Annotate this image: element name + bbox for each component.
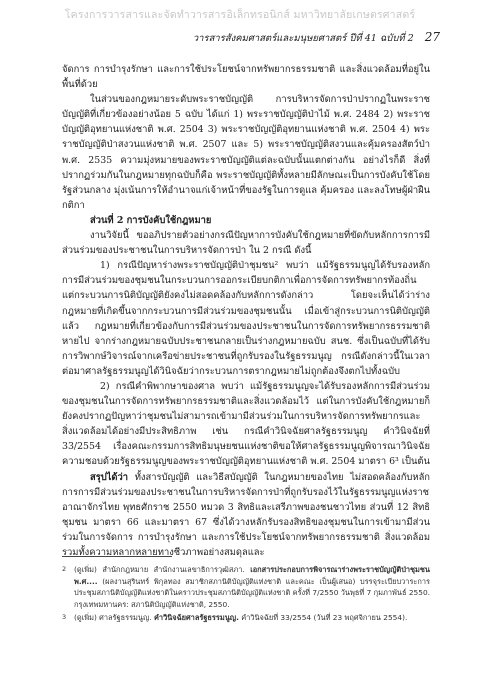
- footnote-details: (ผลงานสุรินทร์ พิกุลทอง สมาชิกสภานิติบัญญัติแห่งชาติ และคณะ เป็นผู้เสนอ) บรรจุระเบียบวาระการประชุมสภานิติบัญญัติแห่งชาติในคราวประชุมสภานิติบัญญัติแห่งชาติ ครั้งที่ 7/2550 วันพุธที่ 7 กุมภาพันธ์ 2550. กรุงเทพมหานคร: สภานิติบัญญัติแห่งชาติ, 2550.: [74, 576, 430, 609]
- footnote-prefix: (ดูเพิ่ม) สำนักกฎหมาย สำนักงานเลขาธิการวุฒิสภา.: [74, 565, 251, 574]
- footnote-details: คำวินิจฉัยที่ 33/2554 (วันที่ 23 พฤศจิกายน 2554).: [238, 613, 408, 623]
- footnote-2: [62, 564, 430, 610]
- footnote-title: เอกสารประกอบการพิจารณาร่างพระราชบัญญัติป่าชุมชน พ.ศ....: [74, 565, 430, 586]
- footnote-3: [62, 612, 430, 624]
- paragraph-3: งานวิจัยนี้ ขออภิปรายตัวอย่างกรณีปัญหาการบังคับใช้กฎหมายที่ขัดกับหลักการการมีส่วนร่วมของประชาชนในการบริหารจัดการป่า ใน 2 กรณี ดังนี้: [62, 230, 430, 257]
- footnote-title: คำวินิจฉัยศาลรัฐธรรมนูญ.: [153, 613, 239, 623]
- paragraph-2: ในส่วนของกฎหมายระดับพระราชบัญญัติ การบริหารจัดการป่าปรากฏในพระราชบัญญัติที่เกี่ยวข้องอย่างน้อย 5 ฉบับ ได้แก่ 1) พระราชบัญญัติป่าไม้ พ.ศ. 2484 2) พระราชบัญญัติอุทยานแห่งชาติ พ.ศ. 2504 3) พระราชบัญญัติอุทยานแห่งชาติ พ.ศ. 2504 4) พระราชบัญญัติป่าสงวนแห่งชาติ พ.ศ. 2507 และ 5) พระราชบัญญัติสงวนและคุ้มครองสัตว์ป่า พ.ศ. 2535 ความมุ่งหมายของพระราชบัญญัติแต่ละฉบับนั้นแตกต่างกัน อย่างไรก็ดี สิ่งที่ปรากฏร่วมกันในกฎหมายทุกฉบับก็คือ พระราชบัญญัติทั้งหลายมีลักษณะเป็นการบังคับใช้โดยรัฐส่วนกลาง มุ่งเน้นการให้อำนาจแก่เจ้าหน้าที่ของรัฐในการดูแล คุ้มครอง และลงโทษผู้ฝ่าฝืนกติกา: [62, 94, 430, 211]
- body-text: [62, 62, 430, 560]
- page-number: 27: [424, 30, 440, 44]
- footnote-text: [74, 612, 430, 624]
- footnotes: [62, 564, 430, 626]
- footnote-divider: [62, 556, 172, 557]
- footnote-prefix: (ดูเพิ่ม) ศาลรัฐธรรมนูญ.: [74, 613, 154, 623]
- footnote-text: [74, 564, 430, 610]
- paragraph-1: จัดการ การบำรุงรักษา และการใช้ประโยชน์จากทรัพยากรธรรมชาติ และสิ่งแวดล้อมที่อยู่ในพื้นที่ด้วย: [62, 64, 430, 91]
- running-header: [193, 30, 440, 46]
- watermark-text: โครงการวารสารและจัดทำวารสารอิเล็กทรอนิกส์ มหาวิทยาลัยเกษตรศาสตร์: [64, 9, 416, 21]
- footnote-number: 2: [62, 565, 67, 573]
- section-heading: ส่วนที่ 2 การบังคับใช้กฎหมาย: [90, 214, 212, 226]
- summary-lead: สรุปได้ว่า: [90, 471, 129, 483]
- paragraph-5: 2) กรณีคำพิพากษาของศาล พบว่า แม้รัฐธรรมนูญจะได้รับรองหลักการมีส่วนร่วมของชุมชนในการจัดการทรัพยากรธรรมชาติและสิ่งแวดล้อมไว้ แต่ในการบังคับใช้กฎหมายก็ยังคงปรากฏปัญหาว่าชุมชนไม่สามารถเข้ามามีส่วนร่วมในการบริหารจัดการทรัพยากรและสิ่งแวดล้อมได้อย่างมีประสิทธิภาพ เช่น กรณีคำวินิจฉัยศาลรัฐธรรมนูญ คำวินิจฉัยที่ 33/2554 เรื่องคณะกรรมการสิทธิมนุษยชนแห่งชาติขอให้ศาลรัฐธรรมนูญพิจารณาวินิจฉัยความชอบด้วยรัฐธรรมนูญของพระราชบัญญัติอุทยานแห่งชาติ พ.ศ. 2504 มาตรา 6³ เป็นต้น: [62, 380, 430, 468]
- paragraph-4: 1) กรณีปัญหาร่างพระราชบัญญัติป่าชุมชน² พบว่า แม้รัฐธรรมนูญได้รับรองหลักการมีส่วนร่วมของชุมชนในกระบวนการออกระเบียบกติกาเพื่อการจัดการทรัพยากรท้องถิ่น แต่กระบวนการนิติบัญญัติยังคงไม่สอดคล้องกับหลักการดังกล่าว โดยจะเห็นได้ว่าร่างกฎหมายที่เกิดขึ้นจากกระบวนการมีส่วนร่วมของชุมชนนั้น เมื่อเข้าสู่กระบวนการนิติบัญญัติแล้ว กฎหมายที่เกี่ยวข้องกับการมีส่วนร่วมของประชาชนในการจัดการทรัพยากรธรรมชาติหายไป จากร่างกฎหมายฉบับประชาชนกลายเป็นร่างกฎหมายฉบับ สนช. ซึ่งเป็นฉบับที่ได้รับการวิพากษ์วิจารณ์จากเครือข่ายประชาชนที่ถูกรับรองในรัฐธรรมนูญ กรณีดังกล่าวนี้ในเวลาต่อมาศาลรัฐธรรมนูญได้วินิจฉัยว่ากระบวนการตรากฎหมายไม่ถูกต้องจึงตกไปทั้งฉบับ: [62, 260, 430, 377]
- footnote-number: 3: [62, 613, 67, 622]
- summary-text: ทั้งสารบัญญัติ และวิธีสบัญญัติ ในกฎหมายของไทย ไม่สอดคล้องกับหลักการการมีส่วนร่วมของประชาชนในการบริหารจัดการป่าที่ถูกรับรองไว้ในรัฐธรรมนูญแห่งราชอาณาจักรไทย พุทธศักราช 2550 หมวด 3 สิทธิและเสรีภาพของชนชาวไทย ส่วนที่ 12 สิทธิชุมชน มาตรา 66 และมาตรา 67 ซึ่งได้วางหลักรับรองสิทธิของชุมชนในการเข้ามามีส่วนร่วมในการจัดการ การบำรุงรักษา และการใช้ประโยชน์จากทรัพยากรธรรมชาติ สิ่งแวดล้อมรวมทั้งความหลากหลายทางชีวภาพอย่างสมดุลและ: [62, 471, 430, 558]
- journal-title: วารสารสังคมศาสตร์และมนุษยศาสตร์ ปีที่ 41 ฉบับที่ 2: [192, 33, 414, 44]
- paragraph-6: [62, 470, 430, 561]
